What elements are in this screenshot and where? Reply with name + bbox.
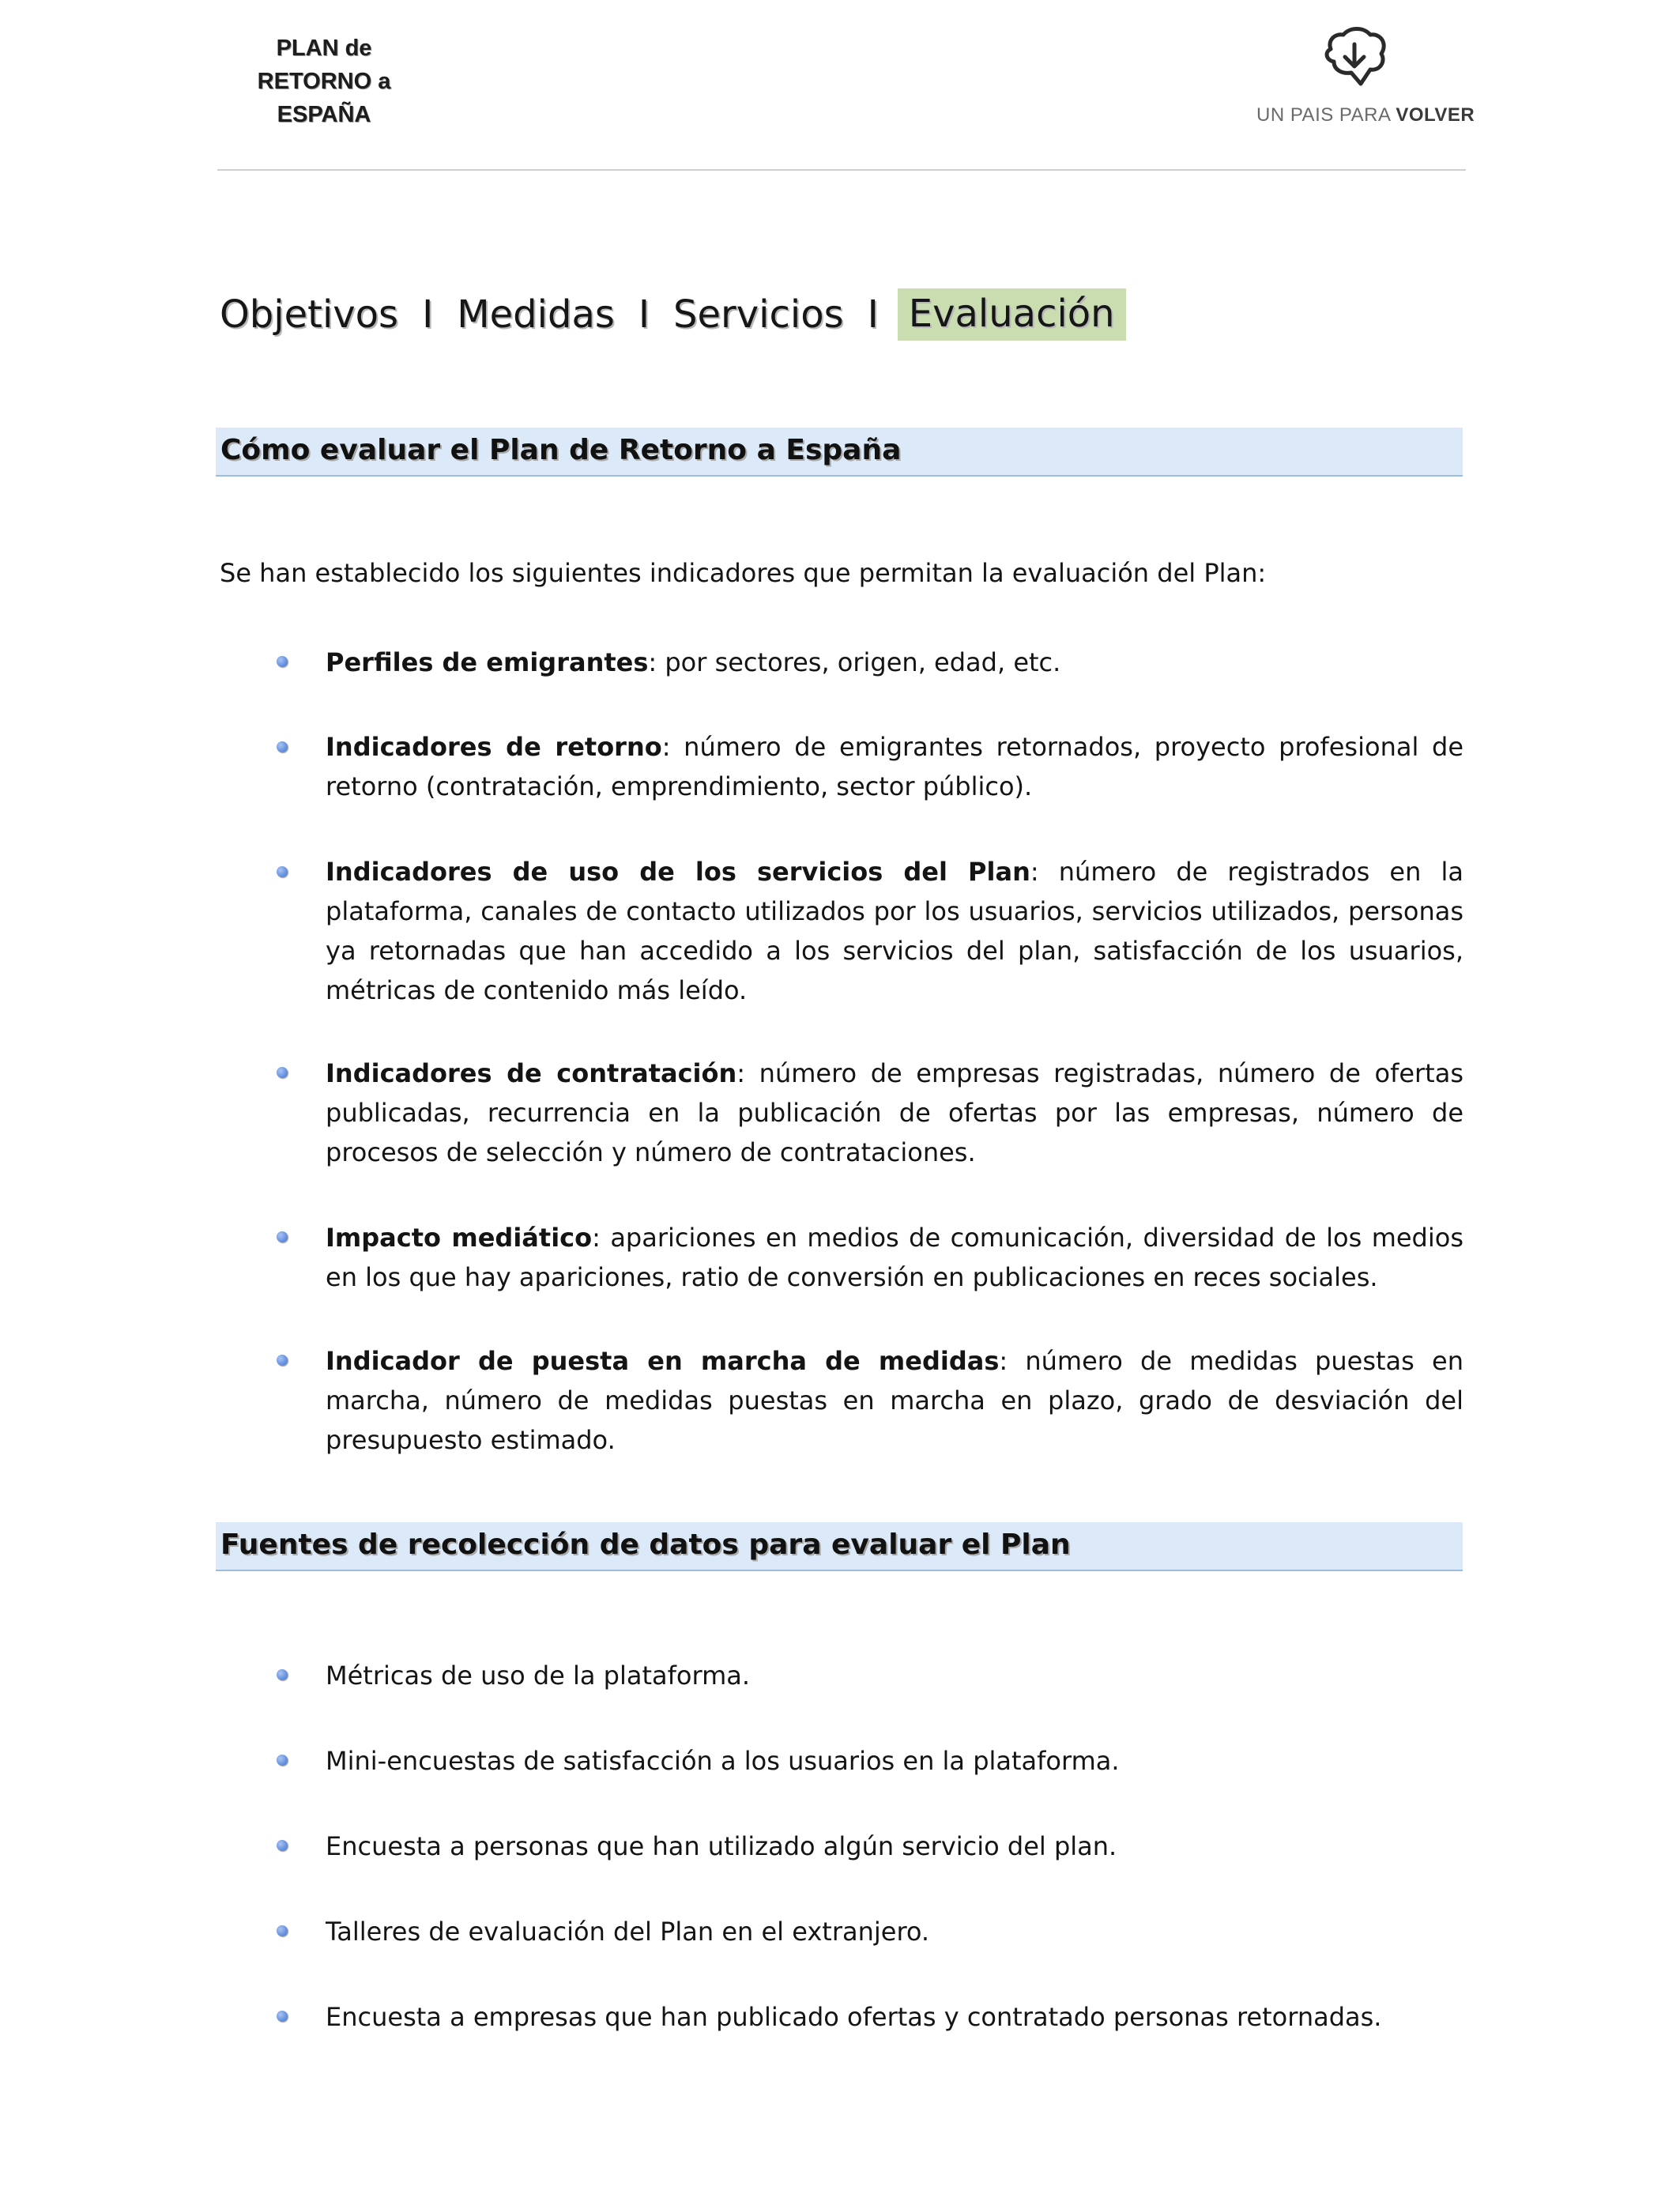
tab-servicios[interactable]: Servicios [673, 292, 844, 337]
bullet-icon [277, 741, 288, 752]
bullet-icon [277, 1231, 288, 1242]
bullet-icon [277, 656, 288, 667]
item-text: : número de registrados en la plataforma, canales de contacto utilizados por los usuarios, servicios utilizados, personas ya retornadas que han accedido a los servicios del plan, satisfacción de los usuarios, métricas de contenido más leído. [326, 857, 1464, 1005]
list-item [326, 1341, 1463, 1460]
list-item [326, 852, 1463, 1010]
item-text: : número de emigrantes retornados, proyecto profesional de retorno (contratación, emprendimiento, sector público). [326, 732, 1464, 801]
bullet-icon [277, 1067, 288, 1078]
tab-objetivos[interactable]: Objetivos [220, 292, 399, 337]
item-term: Indicador de puesta en marcha de medidas [326, 1346, 1000, 1376]
list-item: Mini-encuestas de satisfacción a los usuarios en la plataforma. [326, 1746, 1120, 1776]
list-item [326, 643, 1463, 682]
list-item [326, 1054, 1463, 1172]
header-divider [217, 169, 1466, 171]
bullet-icon [277, 866, 288, 877]
bullet-icon [277, 1925, 288, 1936]
list-item: Métricas de uso de la plataforma. [326, 1661, 751, 1691]
section-nav [220, 286, 1126, 343]
item-text: : apariciones en medios de comunicación, diversidad de los medios en los que hay apariciones, ratio de conversión en publicaciones en reces sociales. [326, 1223, 1464, 1292]
pin-arrow-icon [1313, 25, 1392, 95]
item-text: : número de empresas registradas, número de ofertas publicadas, recurrencia en la publicación de ofertas por las empresas, número de procesos de selección y número de contrataciones. [326, 1058, 1463, 1167]
bullet-icon [277, 1755, 288, 1766]
item-term: Indicadores de uso de los servicios del Plan [326, 857, 1030, 887]
list-item: Encuesta a empresas que han publicado ofertas y contratado personas retornadas. [326, 2002, 1382, 2032]
logo-tagline [1256, 104, 1475, 126]
tab-medidas[interactable]: Medidas [457, 292, 615, 337]
plan-brand-text [237, 32, 411, 131]
tagline-bold: VOLVER [1396, 104, 1475, 126]
nav-separator: I [638, 292, 650, 337]
item-term: Perfiles de emigrantes [326, 647, 649, 677]
item-text: : por sectores, origen, edad, etc. [648, 647, 1061, 677]
intro-paragraph: Se han establecido los siguientes indicadores que permitan la evaluación del Plan: [220, 558, 1267, 588]
section-heading-text: Fuentes de recolección de datos para evaluar el Plan [220, 1529, 1071, 1561]
item-term: Indicadores de contratación [326, 1058, 737, 1088]
bullet-icon [277, 1669, 288, 1680]
list-item [326, 727, 1463, 806]
bullet-icon [277, 2011, 288, 2022]
list-item [326, 1218, 1463, 1297]
bullet-icon [277, 1355, 288, 1366]
un-pais-para-volver-logo [1256, 25, 1475, 136]
brand-line-3: ESPAÑA [277, 102, 371, 127]
nav-separator: I [422, 292, 434, 337]
item-term: Indicadores de retorno [326, 732, 662, 762]
tagline-light: UN PAIS PARA [1256, 104, 1396, 126]
bullet-icon [277, 1840, 288, 1851]
list-item: Encuesta a personas que han utilizado algún servicio del plan. [326, 1831, 1117, 1861]
section-heading-evaluation [216, 428, 1463, 477]
tab-evaluacion[interactable]: Evaluación [898, 288, 1126, 341]
item-term: Impacto mediático [326, 1223, 593, 1253]
section-heading-data-sources [216, 1522, 1463, 1571]
brand-line-2: RETORNO a [257, 69, 391, 94]
section-heading-text: Cómo evaluar el Plan de Retorno a España [220, 434, 902, 466]
nav-separator: I [867, 292, 879, 337]
item-text: : número de medidas puestas en marcha, número de medidas puestas en marcha en plazo, grado de desviación del presupuesto estimado. [326, 1346, 1464, 1455]
brand-line-1: PLAN de [276, 36, 372, 61]
list-item: Talleres de evaluación del Plan en el extranjero. [326, 1917, 930, 1947]
